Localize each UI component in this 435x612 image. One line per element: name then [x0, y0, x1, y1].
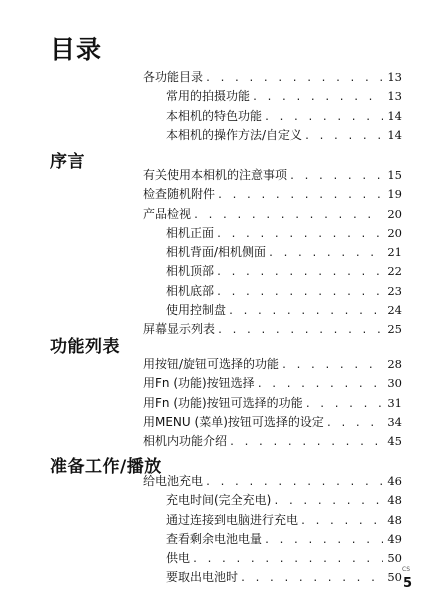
toc-entry[interactable]: [143, 243, 402, 262]
toc-entry-page: 14: [387, 127, 402, 142]
toc-entry-label: 本相机的特色功能: [166, 108, 263, 123]
toc-entry-label: 要取出电池时: [166, 570, 239, 585]
page-number: 5: [403, 576, 413, 591]
toc-entry[interactable]: [143, 394, 402, 413]
toc-entry-label: 产品检视: [143, 206, 192, 221]
dot-leader: [217, 321, 383, 340]
toc-entry[interactable]: [143, 185, 402, 204]
toc-entry[interactable]: [143, 87, 402, 106]
dot-leader: [300, 512, 383, 531]
dot-leader: [193, 206, 383, 225]
toc-entry-label: 用按钮/旋钮可选择的功能: [143, 357, 280, 371]
dot-leader: [205, 473, 383, 492]
toc-entry[interactable]: [143, 205, 402, 224]
dot-leader: [304, 127, 383, 146]
dot-leader: [268, 244, 383, 263]
toc-entry-label: 常用的拍摄功能: [166, 89, 251, 104]
toc-entry[interactable]: [143, 282, 402, 301]
section-heading-preface: 序言: [50, 152, 85, 172]
dot-leader: [229, 433, 383, 452]
toc-entry[interactable]: [143, 355, 402, 374]
toc-section-preparation-playback: [143, 472, 402, 588]
toc-entry-page: 20: [387, 206, 402, 221]
toc-entry-label: 通过连接到电脑进行充电: [166, 512, 299, 527]
dot-leader: [216, 225, 383, 244]
toc-entry[interactable]: [143, 530, 402, 549]
toc-entry-label: 相机正面: [166, 225, 215, 240]
toc-entry[interactable]: [143, 374, 402, 393]
toc-section-function-list: [143, 355, 402, 451]
toc-entry[interactable]: [143, 432, 402, 451]
toc-entry-page: 48: [387, 512, 402, 527]
toc-entry[interactable]: [143, 472, 402, 491]
toc-entry-page: 31: [387, 395, 402, 410]
toc-entry-page: 45: [387, 434, 402, 449]
toc-entry[interactable]: [143, 68, 402, 87]
toc-entry[interactable]: [143, 320, 402, 339]
toc-entry-label: 查看剩余电池电量: [166, 531, 263, 546]
toc-entry-page: 50: [387, 570, 402, 585]
toc-entry-label: 充电时间(完全充电): [166, 493, 272, 508]
dot-leader: [192, 550, 383, 569]
toc-entry-label: 屏幕显示列表: [143, 322, 216, 337]
toc-entry-page: 13: [387, 89, 402, 104]
toc-section-preface: [143, 166, 402, 340]
toc-entry-label: 供电: [166, 551, 191, 566]
toc-entry-label: 给电池充电: [143, 474, 204, 488]
toc-entry-page: 48: [387, 493, 402, 508]
toc-entry-page: 23: [387, 283, 402, 298]
toc-entry[interactable]: [143, 413, 402, 432]
toc-entry[interactable]: [143, 262, 402, 281]
toc-entry-label: 相机背面/相机侧面: [166, 245, 267, 260]
dot-leader: [216, 283, 383, 302]
toc-entry-page: 25: [387, 322, 402, 337]
toc-entry[interactable]: [143, 166, 402, 185]
toc-entry-label: 用MENU (菜单)按钮可选择的设定: [143, 414, 324, 429]
toc-entry-label: 本相机的操作方法/自定义: [166, 127, 303, 142]
dot-leader: [252, 88, 383, 107]
toc-entry-page: 50: [387, 551, 402, 566]
toc-entry-label: 检查随机附件: [143, 187, 216, 202]
toc-entry[interactable]: [143, 491, 402, 510]
dot-leader: [217, 186, 383, 205]
dot-leader: [228, 302, 383, 321]
toc-entry-page: 30: [387, 376, 402, 391]
section-heading-function-list: 功能列表: [50, 337, 120, 357]
dot-leader: [289, 167, 383, 186]
toc-entry-page: 46: [387, 474, 402, 488]
toc-entry-page: 28: [387, 357, 402, 371]
dot-leader: [264, 531, 383, 550]
toc-entry-page: 13: [387, 70, 402, 84]
dot-leader: [205, 69, 383, 88]
page-title: 目录: [50, 35, 103, 64]
toc-entry-page: 20: [387, 225, 402, 240]
toc-entry-label: 用Fn (功能)按钮选择: [143, 376, 255, 391]
toc-entry-page: 24: [387, 303, 402, 318]
toc-entry-page: 21: [387, 245, 402, 260]
toc-entry-label: 相机底部: [166, 283, 215, 298]
dot-leader: [216, 263, 383, 282]
toc-entry-page: 49: [387, 531, 402, 546]
toc-entry[interactable]: [143, 224, 402, 243]
toc-entry-page: 22: [387, 264, 402, 279]
toc-entry-page: 14: [387, 108, 402, 123]
toc-entry-page: 19: [387, 187, 402, 202]
toc-entry[interactable]: [143, 511, 402, 530]
section-heading-preparation-playback: 准备工作/播放: [50, 457, 162, 477]
toc-entry-label: 有关使用本相机的注意事项: [143, 168, 288, 182]
language-code: CS: [402, 566, 410, 573]
toc-entry-page: 34: [387, 414, 402, 429]
toc-entry-label: 相机顶部: [166, 264, 215, 279]
toc-entry[interactable]: [143, 126, 402, 145]
dot-leader: [240, 569, 383, 588]
dot-leader: [305, 395, 384, 414]
toc-entry[interactable]: [143, 301, 402, 320]
dot-leader: [273, 492, 383, 511]
toc-section-overview: [143, 68, 402, 145]
toc-entry-label: 各功能目录: [143, 70, 204, 84]
dot-leader: [264, 108, 383, 127]
dot-leader: [281, 356, 383, 375]
toc-entry-label: 使用控制盘: [166, 303, 227, 318]
toc-entry[interactable]: [143, 568, 402, 587]
toc-entry-page: 15: [387, 168, 402, 182]
toc-entry[interactable]: [143, 549, 402, 568]
dot-leader: [257, 375, 384, 394]
toc-entry-label: 用Fn (功能)按钮可选择的功能: [143, 395, 303, 410]
toc-entry[interactable]: [143, 107, 402, 126]
dot-leader: [326, 414, 383, 433]
toc-entry-label: 相机内功能介绍: [143, 434, 228, 449]
